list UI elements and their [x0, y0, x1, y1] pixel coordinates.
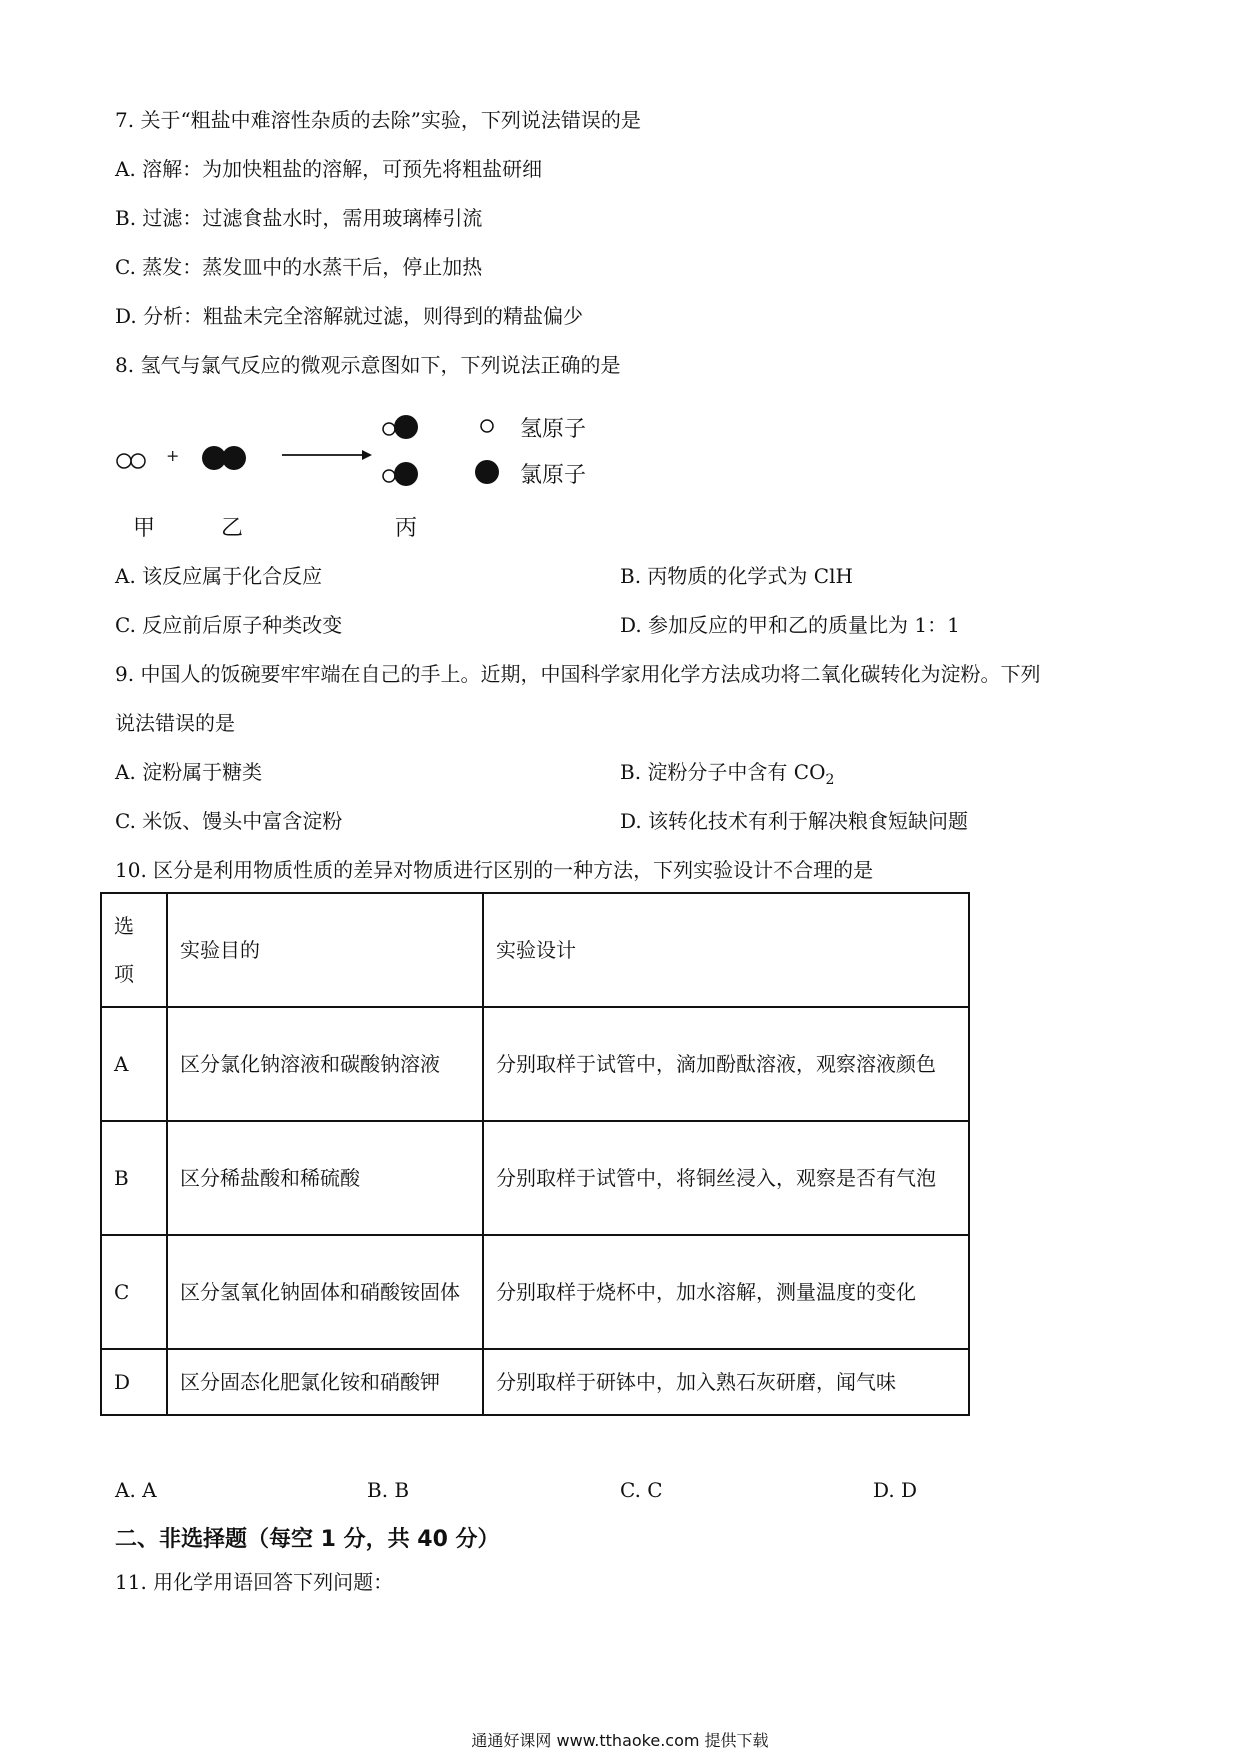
q9-option-a: A. 淀粉属于糖类	[115, 760, 263, 784]
header-design: 实验设计	[483, 893, 969, 1007]
header-option-line1: 选	[114, 914, 134, 938]
row-design: 分别取样于试管中，滴加酚酞溶液，观察溶液颜色	[483, 1007, 969, 1121]
chlorine-atom-icon	[394, 462, 418, 486]
q8-option-b: B. 丙物质的化学式为 ClH	[620, 564, 853, 588]
legend-chlorine-label: 氯原子	[520, 463, 587, 488]
row-design: 分别取样于研钵中，加入熟石灰研磨，闻气味	[483, 1349, 969, 1415]
q7-stem: 7. 关于“粗盐中难溶性杂质的去除”实验，下列说法错误的是	[115, 108, 641, 132]
q11-stem: 11. 用化学用语回答下列问题：	[115, 1570, 394, 1594]
q10-answer-b: B. B	[367, 1478, 410, 1502]
q9-option-b	[620, 760, 834, 792]
q10-answer-c: C. C	[620, 1478, 663, 1502]
row-design: 分别取样于烧杯中，加水溶解，测量温度的变化	[483, 1235, 969, 1349]
row-purpose: 区分氢氧化钠固体和硝酸铵固体	[167, 1235, 483, 1349]
q7-option-a: A. 溶解：为加快粗盐的溶解，可预先将粗盐研细	[115, 157, 543, 181]
q9-option-b-text: B. 淀粉分子中含有 CO	[620, 760, 826, 784]
chlorine-atom-icon	[394, 415, 418, 439]
hydrogen-atom-icon	[117, 454, 131, 468]
row-option: B	[101, 1121, 167, 1235]
row-option: C	[101, 1235, 167, 1349]
row-option: D	[101, 1349, 167, 1415]
table-row	[101, 1349, 969, 1415]
q10-answer-d: D. D	[873, 1478, 918, 1502]
hydrogen-atom-icon	[383, 423, 395, 435]
label-bing: 丙	[395, 516, 418, 541]
arrow-head-icon	[362, 450, 372, 460]
row-option: A	[101, 1007, 167, 1121]
table-row	[101, 1121, 969, 1235]
row-purpose: 区分稀盐酸和稀硫酸	[167, 1121, 483, 1235]
chlorine-atom-icon	[222, 446, 246, 470]
q8-option-d: D. 参加反应的甲和乙的质量比为 1：1	[620, 613, 960, 637]
q8-stem: 8. 氢气与氯气反应的微观示意图如下，下列说法正确的是	[115, 353, 621, 377]
q9-option-b-subscript: 2	[825, 772, 835, 788]
q7-option-d: D. 分析：粗盐未完全溶解就过滤，则得到的精盐偏少	[115, 304, 584, 328]
q8-option-c: C. 反应前后原子种类改变	[115, 613, 343, 637]
q9-stem-line2: 说法错误的是	[115, 711, 235, 735]
hydrogen-atom-icon	[383, 470, 395, 482]
label-jia: 甲	[133, 516, 156, 541]
legend-hydrogen-icon	[481, 420, 493, 432]
row-design: 分别取样于试管中，将铜丝浸入，观察是否有气泡	[483, 1121, 969, 1235]
legend-chlorine-icon	[475, 460, 499, 484]
q7-option-c: C. 蒸发：蒸发皿中的水蒸干后，停止加热	[115, 255, 483, 279]
table-header-row	[101, 893, 969, 1007]
header-option	[101, 893, 167, 1007]
table-row	[101, 1235, 969, 1349]
plus-sign: +	[166, 446, 180, 465]
q10-answer-a: A. A	[115, 1478, 157, 1502]
q7-option-b: B. 过滤：过滤食盐水时，需用玻璃棒引流	[115, 206, 483, 230]
row-purpose: 区分氯化钠溶液和碳酸钠溶液	[167, 1007, 483, 1121]
q10-table	[100, 892, 970, 1416]
q8-option-a: A. 该反应属于化合反应	[115, 564, 323, 588]
label-yi: 乙	[221, 516, 244, 541]
row-purpose: 区分固态化肥氯化铵和硝酸钾	[167, 1349, 483, 1415]
q9-option-d: D. 该转化技术有利于解决粮食短缺问题	[620, 809, 969, 833]
section-title: 二、非选择题（每空 1 分，共 40 分）	[115, 1527, 500, 1552]
hydrogen-atom-icon	[131, 454, 145, 468]
page-footer: 通通好课网 www.tthaoke.com 提供下载	[471, 1731, 769, 1750]
table-row	[101, 1007, 969, 1121]
q9-option-c: C. 米饭、馒头中富含淀粉	[115, 809, 343, 833]
q8-reaction-diagram	[110, 400, 630, 540]
legend-hydrogen-label: 氢原子	[520, 417, 587, 442]
q9-stem-line1: 9. 中国人的饭碗要牢牢端在自己的手上。近期，中国科学家用化学方法成功将二氧化碳转化为淀粉。下列	[115, 662, 1041, 686]
q10-stem: 10. 区分是利用物质性质的差异对物质进行区别的一种方法，下列实验设计不合理的是	[115, 858, 874, 882]
header-purpose: 实验目的	[167, 893, 483, 1007]
header-option-line2: 项	[114, 962, 134, 986]
